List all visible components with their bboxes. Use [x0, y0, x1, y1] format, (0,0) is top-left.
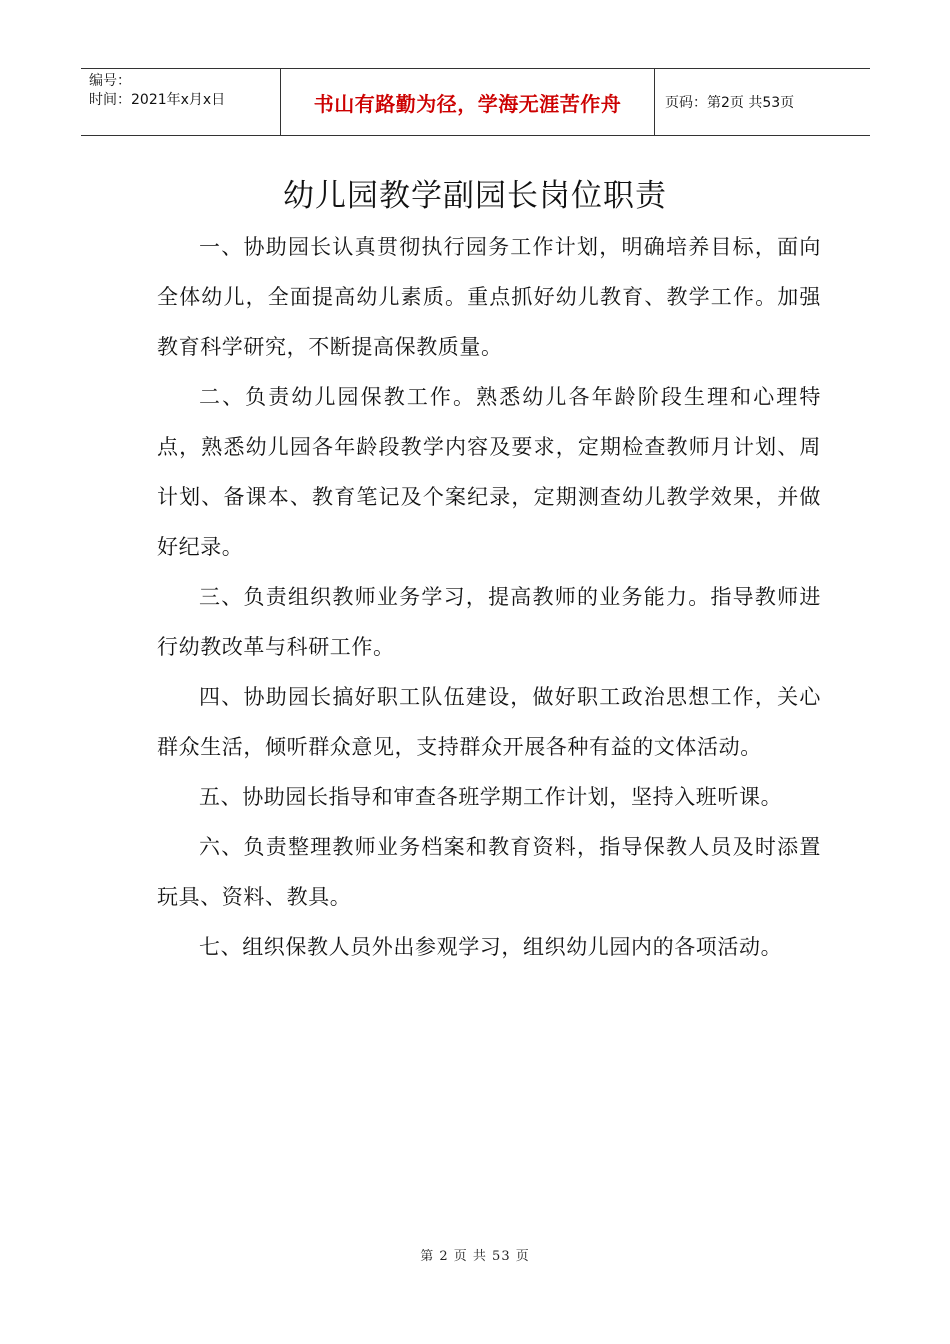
document-body: [157, 222, 821, 972]
paragraph-6: 六、负责整理教师业务档案和教育资料，指导保教人员及时添置玩具、资料、教具。: [157, 835, 821, 909]
header-page-info: 页码：第2页 共53页: [665, 95, 795, 111]
document-title: 幼儿园教学副园长岗位职责: [283, 178, 667, 214]
header-table: [81, 68, 870, 136]
document-number-label: 编号：: [89, 73, 131, 89]
paragraph-1: 一、协助园长认真贯彻执行园务工作计划，明确培养目标，面向全体幼儿，全面提高幼儿素质。重点抓好幼儿教育、教学工作。加强教育科学研究，不断提高保教质量。: [157, 235, 821, 359]
paragraph-7: 七、组织保教人员外出参观学习，组织幼儿园内的各项活动。: [199, 935, 783, 959]
paragraph-4: 四、协助园长搞好职工队伍建设，做好职工政治思想工作，关心群众生活，倾听群众意见，支持群众开展各种有益的文体活动。: [157, 685, 821, 759]
header-motto: 书山有路勤为径，学海无涯苦作舟: [281, 69, 655, 135]
header-meta-cell: [81, 69, 281, 135]
paragraph-2: 二、负责幼儿园保教工作。熟悉幼儿各年龄阶段生理和心理特点，熟悉幼儿园各年龄段教学内容及要求，定期检查教师月计划、周计划、备课本、教育笔记及个案纪录，定期测查幼儿教学效果，并做好纪录。: [157, 385, 821, 559]
document-date-label: 时间：2021年x月x日: [89, 92, 226, 108]
paragraph-3: 三、负责组织教师业务学习，提高教师的业务能力。指导教师进行幼教改革与科研工作。: [157, 585, 821, 659]
paragraph-5: 五、协助园长指导和审查各班学期工作计划，坚持入班听课。: [199, 785, 783, 809]
page-footer: 第 2 页 共 53 页: [420, 1249, 530, 1264]
